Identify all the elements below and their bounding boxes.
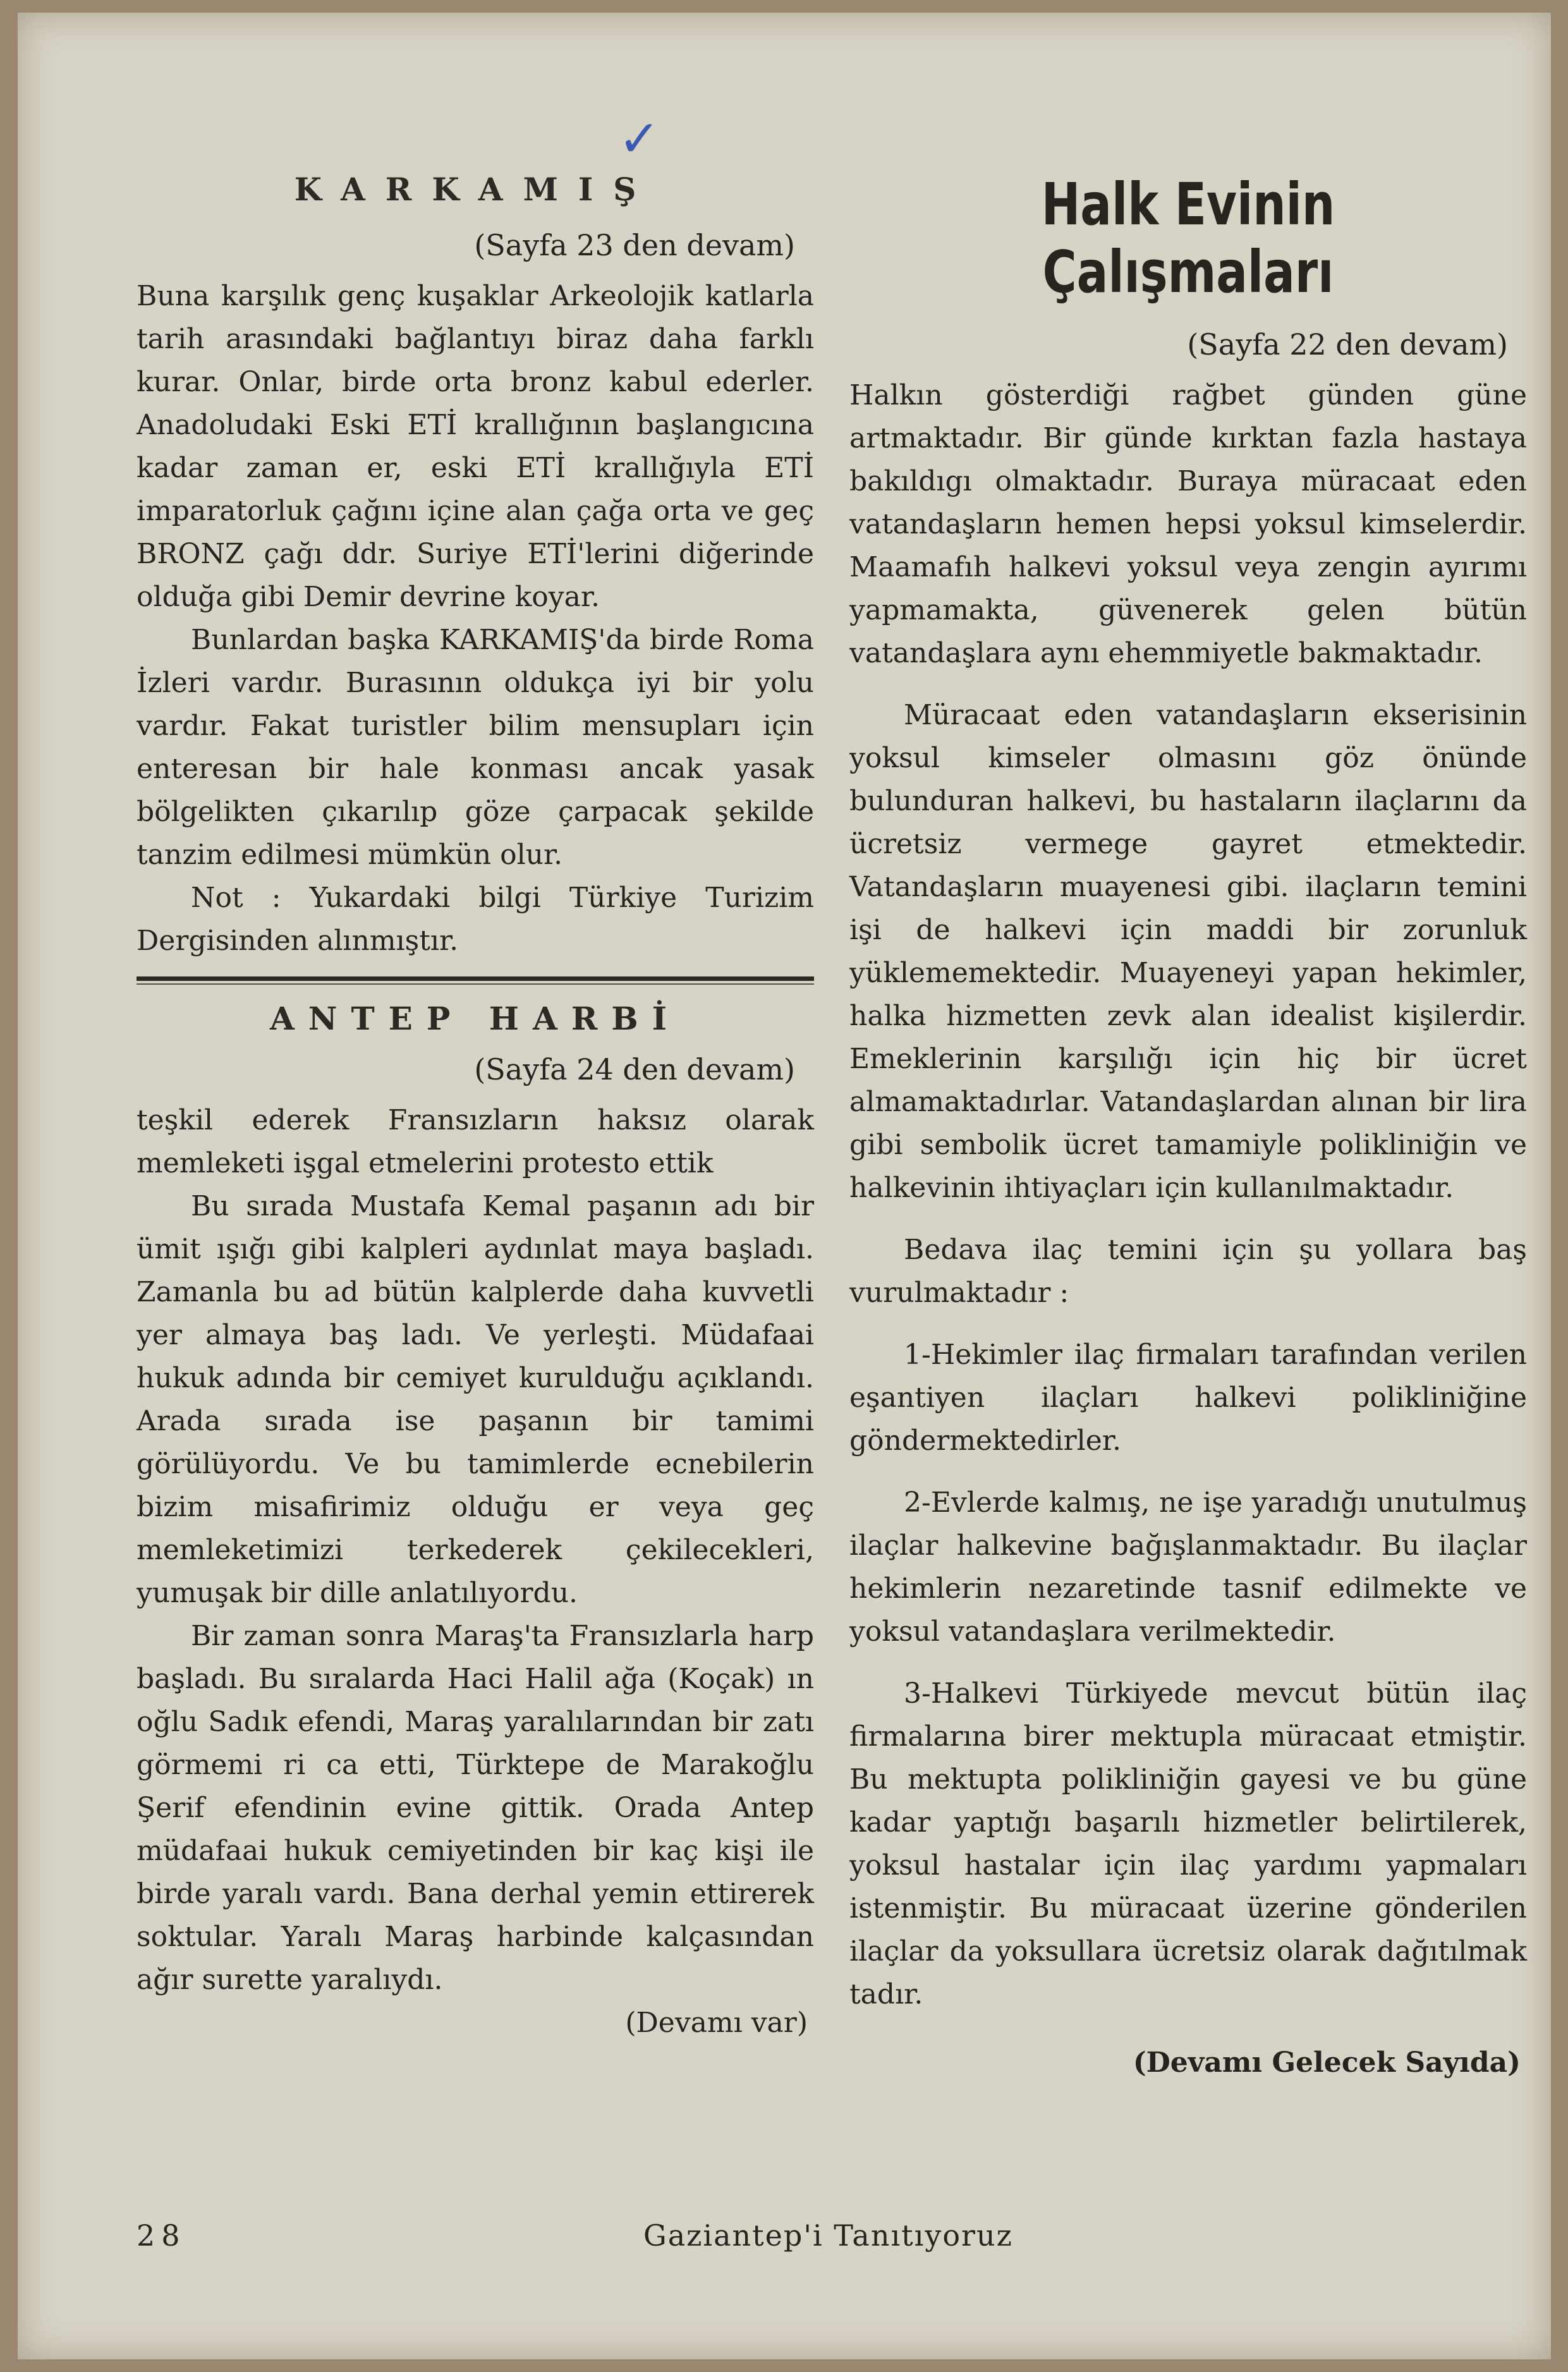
- spacer: [849, 1315, 1527, 1334]
- karkamis-paragraph-2: Bunlardan başka KARKAMIŞ'da birde Roma İzleri vardır. Burasının oldukça iyi bir yolu vardır. Fakat turistler bilim mensupları için enteresan bir hale konması ancak yasak bölgelikten çıkarılıp göze çarpacak şekilde tanzim edilmesi mümkün olur.: [137, 624, 814, 871]
- halkevi-end-note: (Devamı Gelecek Sayıda): [1133, 2047, 1521, 2079]
- section-divider: [137, 976, 814, 981]
- spacer: [849, 1210, 1527, 1229]
- karkamis-continuation: (Sayfa 23 den devam): [474, 228, 795, 262]
- halkevi-paragraph-6: 3-Halkevi Türkiyede mevcut bütün ilaç firmalarına birer mektupla müracaat etmiştir. Bu mektupta polikliniğin gayesi ve bu güne kadar yaptığı başarılı hizmetler belirtilerek, yoksul hastalar için ilaç yardımı yapmaları istenmiştir. Bu müracaat üzerine gönderilen ilaçlar da yoksullara ücretsiz olarak dağıtılmak tadır.: [849, 1677, 1527, 2010]
- right-column: [849, 158, 1527, 2084]
- halkevi-paragraph-1: Halkın gösterdiği rağbet günden güne artmaktadır. Bir günde kırktan fazla hastaya bakıldıgı olmaktadır. Buraya müracaat eden vatandaşların hemen hepsi yoksul kimselerdir. Maamafıh halkevi yoksul veya zengin ayırımı yapmamakta, güvenerek gelen bütün vatandaşlara aynı ehemmiyetle bakmaktadır.: [849, 379, 1527, 669]
- halkevi-continuation: (Sayfa 22 den devam): [1187, 327, 1508, 362]
- halkevi-paragraph-5: 2-Evlerde kalmış, ne işe yaradığı unutulmuş ilaçlar halkevine bağışlanmaktadır. Bu ilaçlar hekimlerin nezaretinde tasnif edilmekte ve yoksul vatandaşlara verilmektedir.: [849, 1487, 1527, 1648]
- halkevi-paragraph-4: 1-Hekimler ilaç firmaları tarafından verilen eşantiyen ilaçları halkevi polikliniğine göndermektedirler.: [849, 1339, 1527, 1457]
- antep-paragraph-3: Bir zaman sonra Maraş'ta Fransızlarla harp başladı. Bu sıralarda Haci Halil ağa (Koçak) ın oğlu Sadık efendi, Maraş yaralılarından bir zatı görmemi ri ca etti, Türktepe de Marakoğlu Şerif efendinin evine gittik. Orada Antep müdafaai hukuk cemiyetinden bir kaç kişi ile birde yaralı vardı. Bana derhal yemin ettirerek soktular. Yaralı Maraş harbinde kalçasından ağır surette yaralıydı.: [137, 1620, 814, 1996]
- left-column: [137, 145, 814, 2045]
- footer-title: Gaziantep'i Tanıtıyoruz: [643, 2218, 1013, 2253]
- spacer: [849, 1463, 1527, 1481]
- section-divider-thin: [137, 983, 814, 985]
- magazine-page: [18, 13, 1551, 2359]
- spacer: [849, 1653, 1527, 1672]
- karkamis-paragraph-1: Buna karşılık genç kuşaklar Arkeolojik katlarla tarih arasındaki bağlantıyı biraz daha farklı kurar. Onlar, birde orta bronz kabul ederler. Anadoludaki Eski ETİ krallığının başlangıcına kadar zaman er, eski ETİ krallığıyla ETİ imparatorluk çağını içine alan çağa orta ve geç BRONZ çağı ddr. Suriye ETİ'lerini diğerinde olduğa gibi Demir devrine koyar.: [137, 280, 814, 613]
- antep-paragraph-2: Bu sırada Mustafa Kemal paşanın adı bir ümit ışığı gibi kalpleri aydınlat maya başladı. Zamanla bu ad bütün kalplerde daha kuvvetli yer almaya baş ladı. Ve yerleşti. Müdafaai hukuk adında bir cemiyet kurulduğu açıklandı. Arada sırada ise paşanın bir tamimi görülüyordu. Ve bu tamimlerde ecnebilerin bizim misafirimiz olduğu er veya geç memleketimizi terkederek çekilecekleri, yumuşak bir dille anlatılıyordu.: [137, 1190, 814, 1609]
- halkevi-paragraph-2: Müracaat eden vatandaşların ekserisinin yoksul kimseler olmasını göz önünde bulunduran halkevi, bu hastaların ilaçlarını da ücretsiz vermege gayret etmektedir. Vatandaşların muayenesi gibi. ilaçların temini işi de halkevi için maddi bir zorunluk yüklememektedir. Muayeneyi yapan hekimler, halka hizmetten zevk alan idealist kişilerdir. Emeklerinin karşılığı için hiç bir ücret almamaktadırlar. Vatandaşlardan alınan bir lira gibi sembolik ücret tamamiyle polikliniğin ve halkevinin ihtiyaçları için kullanılmaktadır.: [849, 699, 1527, 1204]
- checkmark-icon: ✓: [618, 109, 661, 168]
- spacer: [849, 675, 1527, 694]
- page-number: 28: [137, 2218, 186, 2253]
- halkevi-paragraph-3: Bedava ilaç temini için şu yollara baş vurulmaktadır :: [849, 1234, 1527, 1309]
- antep-continuation: (Sayfa 24 den devam): [474, 1052, 795, 1086]
- halkevi-title: Halk Evinin Çalışmaları: [1041, 171, 1335, 306]
- antep-end-note: (Devamı var): [625, 2007, 808, 2039]
- karkamis-title: KARKAMIŞ: [294, 171, 657, 208]
- antep-title: ANTEP HARBİ: [269, 1000, 681, 1037]
- antep-paragraph-1: teşkil ederek Fransızların haksız olarak memleketi işgal etmelerini protesto ettik: [137, 1104, 814, 1179]
- karkamis-paragraph-3: Not : Yukardaki bilgi Türkiye Turizim Dergisinden alınmıştır.: [137, 882, 814, 957]
